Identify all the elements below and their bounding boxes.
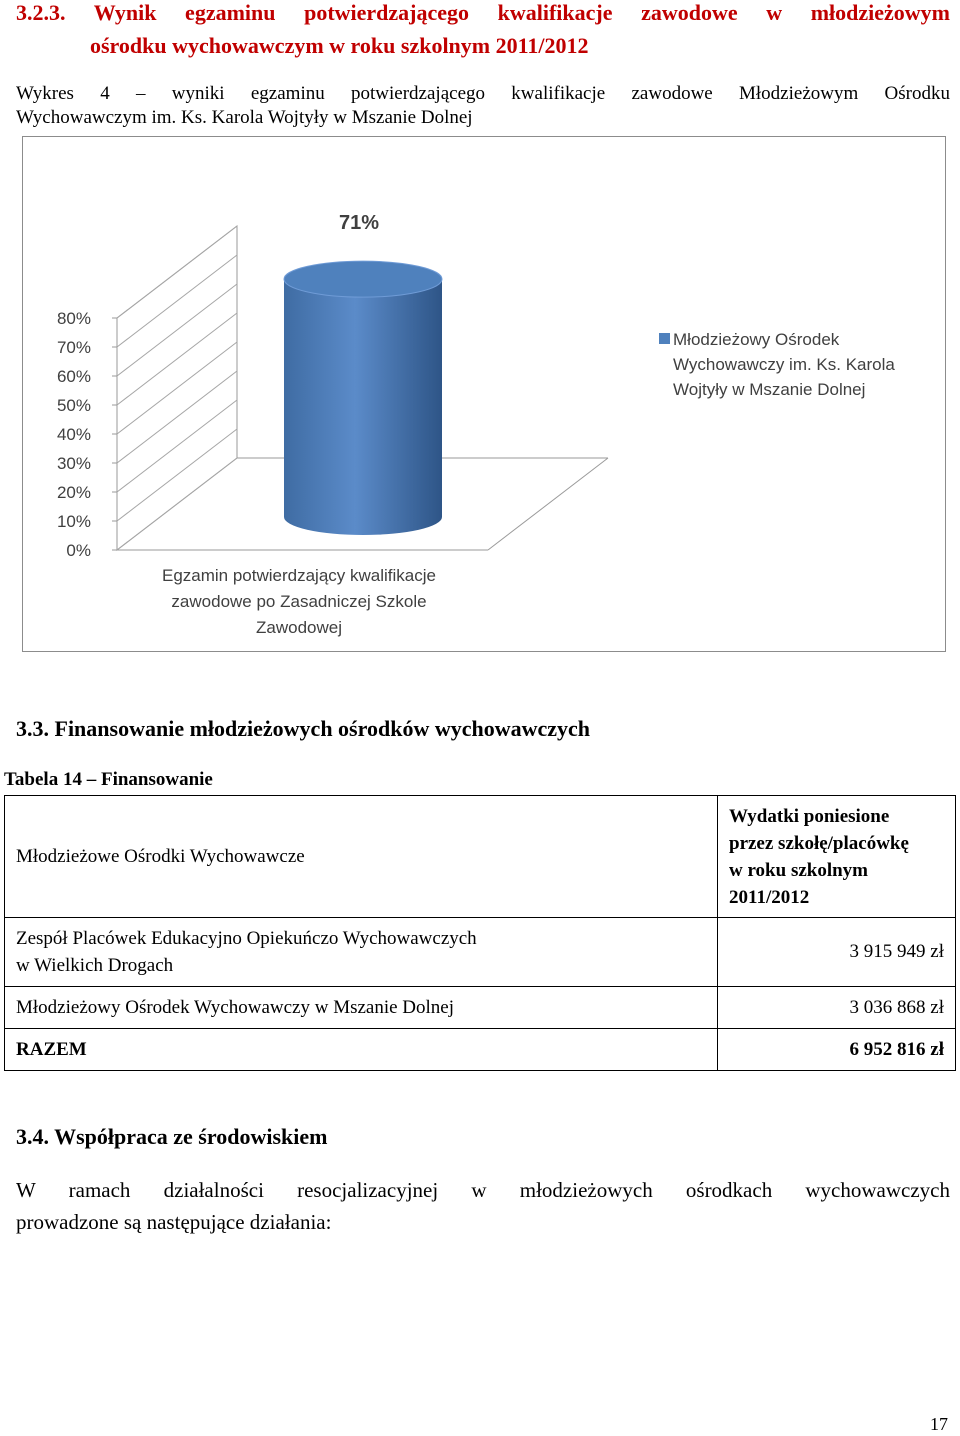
financing-table [4, 795, 956, 1071]
chart-legend-label: Wojtyły w Mszanie Dolnej [673, 380, 866, 399]
header-col2 [718, 796, 956, 918]
chart-y-tick-label: 80% [56, 309, 91, 328]
header-col2-line: 2011/2012 [729, 886, 810, 908]
chart-category-label: Egzamin potwierdzający kwalifikacje [161, 566, 437, 585]
chart-y-tick-label: 50% [56, 396, 91, 415]
row-name [5, 918, 718, 987]
chart-y-tick-label: 40% [56, 425, 91, 444]
chart-y-tick-label: 70% [56, 338, 91, 357]
chart-y-tick-label: 10% [56, 512, 91, 531]
chart-legend-label: Wychowawczy im. Ks. Karola [673, 355, 895, 374]
chart-bars [284, 212, 442, 535]
paragraph-line1: W ramach działalności resocjalizacyjnej w młodzieżowych ośrodkach wychowawczych [16, 1178, 950, 1202]
chart-caption-line1: Wykres 4 – wyniki egzaminu potwierdzającego kwalifikacje zawodowe Młodzieżowym Ośrodku [16, 83, 950, 104]
table-caption: Tabela 14 – Finansowanie [4, 769, 213, 790]
chart-y-tick-label: 30% [56, 454, 91, 473]
section-33-title: 3.3. Finansowanie młodzieżowych ośrodków wychowawczych [16, 716, 591, 741]
chart-legend [659, 330, 895, 399]
chart-frame [22, 136, 946, 652]
total-amount: 6 952 816 zł [718, 1029, 956, 1071]
exam-results-chart [23, 137, 945, 651]
page-number: 17 [930, 1414, 948, 1434]
header-col2-line: Wydatki poniesione [729, 805, 890, 827]
section-heading-line2: ośrodku wychowawczym w roku szkolnym 2011/2012 [90, 33, 589, 58]
chart-bar-top [284, 261, 442, 297]
chart-category-label: Zawodowej [256, 618, 342, 637]
row-amount: 3 915 949 zł [718, 918, 956, 987]
chart-y-tick-label: 20% [56, 483, 91, 502]
row-name: Młodzieżowy Ośrodek Wychowawczy w Mszanie Dolnej [5, 987, 718, 1029]
chart-gridline [117, 371, 237, 463]
chart-y-tick-label: 60% [56, 367, 91, 386]
chart-gridline [117, 400, 237, 492]
chart-gridline [117, 458, 237, 550]
chart-floor-right-edge [488, 458, 608, 550]
section-heading [16, 0, 950, 62]
chart-caption [16, 82, 950, 130]
header-col2-line: przez szkołę/placówkę [729, 832, 909, 854]
row-name-line: Zespół Placówek Edukacyjno Opiekuńczo Wychowawczych [16, 928, 477, 949]
chart-gridline [117, 429, 237, 521]
table-row [5, 987, 956, 1029]
chart-bar [284, 279, 442, 535]
chart-category-label: zawodowe po Zasadniczej Szkole [171, 592, 427, 611]
chart-legend-label: Młodzieżowy Ośrodek [673, 330, 840, 349]
header-col1: Młodzieżowe Ośrodki Wychowawcze [5, 796, 718, 918]
table-row [5, 918, 956, 987]
chart-category-labels [162, 566, 436, 637]
section-34-paragraph [16, 1174, 950, 1238]
chart-gridline [117, 255, 237, 347]
total-label: RAZEM [5, 1029, 718, 1071]
section-34-title: 3.4. Współpraca ze środowiskiem [16, 1124, 328, 1149]
row-name-line: w Wielkich Drogach [16, 955, 174, 976]
chart-gridline [117, 342, 237, 434]
chart-gridline [117, 313, 237, 405]
paragraph-line2: prowadzone są następujące działania: [16, 1210, 332, 1234]
table-total-row [5, 1029, 956, 1071]
chart-caption-line2: Wychowawczym im. Ks. Karola Wojtyły w Mszanie Dolnej [16, 107, 473, 128]
chart-data-label: 71% [338, 212, 380, 235]
chart-y-ticks [57, 309, 91, 560]
chart-gridline [117, 284, 237, 376]
table-header-row [5, 796, 956, 918]
chart-gridline [117, 226, 237, 318]
row-amount: 3 036 868 zł [718, 987, 956, 1029]
chart-y-tick-label: 0% [66, 541, 91, 560]
header-col2-line: w roku szkolnym [729, 859, 869, 881]
chart-legend-swatch [659, 333, 670, 344]
section-heading-line1: 3.2.3. Wynik egzaminu potwierdzającego kwalifikacje zawodowe w młodzieżowym [16, 0, 950, 25]
